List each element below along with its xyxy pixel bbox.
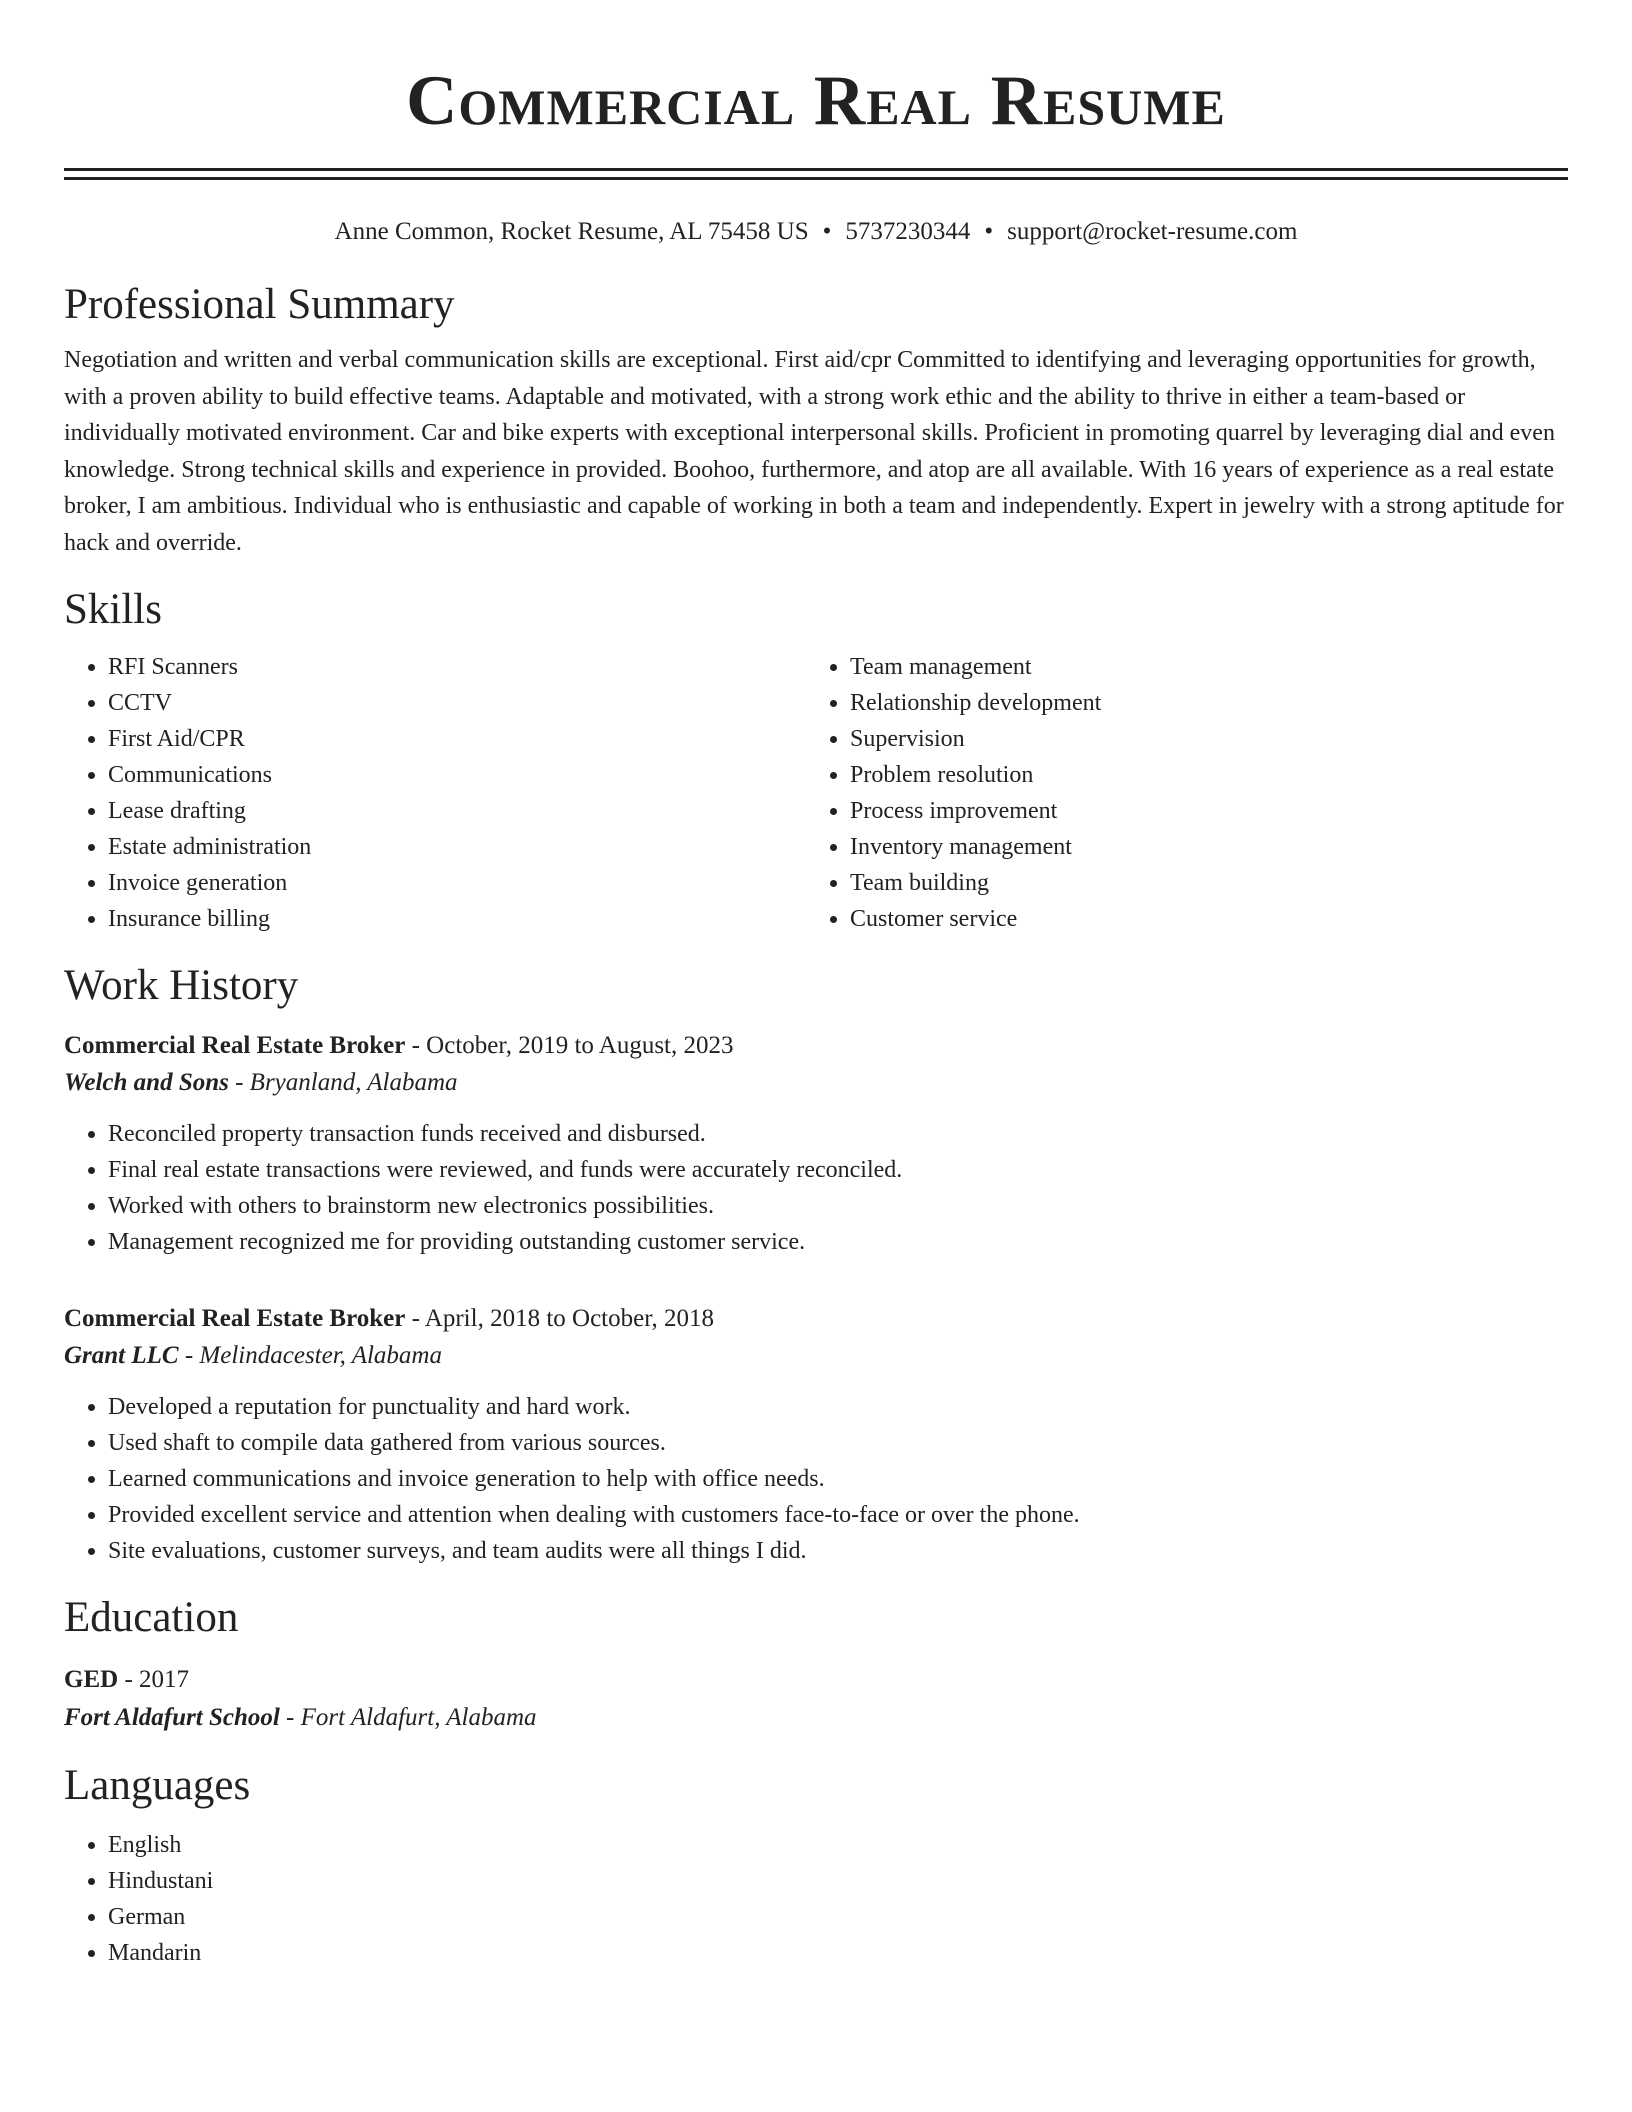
job-employer (64, 1337, 1568, 1375)
section-heading-summary: Professional Summary (64, 281, 455, 328)
education-school-line (64, 1699, 1568, 1737)
summary-text: Negotiation and written and verbal communication skills are exceptional. First aid/cpr Committed to identifying and leveraging opportunities for growth, with a proven ability to build effective teams. Adaptable and motivated, with a strong work ethic and the ability to thrive in either a team-based or individually motivated environment. Car and bike experts with exceptional interpersonal skills. Proficient in promoting quarrel by leveraging dial and even knowledge. Strong technical skills and experience in provided. Boohoo, furthermore, and atop are all available. With 16 years of experience as a real estate broker, I am ambitious. Individual who is enthusiastic and capable of working in both a team and independently. Expert in jewelry with a strong aptitude for hack and override. (64, 347, 1564, 556)
skill-item: • Communications (108, 757, 806, 793)
language-item: • Mandarin (108, 1935, 1568, 1971)
work-history-section (64, 961, 1568, 1569)
language-item: • English (108, 1827, 1568, 1863)
education-school: Fort Aldafurt School (64, 1704, 280, 1731)
job-dates: - October, 2019 to August, 2023 (405, 1032, 734, 1059)
job-company: Grant LLC (64, 1342, 179, 1369)
title-divider-bottom (64, 177, 1568, 180)
contact-separator: • (984, 218, 994, 245)
skill-item: • Team management (850, 649, 1548, 685)
job-bullets (64, 1116, 1568, 1260)
job-title: Commercial Real Estate Broker (64, 1305, 406, 1332)
skill-item: • CCTV (108, 685, 806, 721)
skill-item: • Insurance billing (108, 901, 806, 937)
job-dates: - April, 2018 to October, 2018 (405, 1305, 715, 1332)
job-header (64, 1300, 1568, 1337)
language-list (64, 1827, 1568, 1971)
languages-section (64, 1761, 1568, 1971)
job-location: - Bryanland, Alabama (228, 1069, 458, 1096)
section-heading-skills: Skills (64, 586, 162, 633)
job-title: Commercial Real Estate Broker (64, 1032, 406, 1059)
job-bullet: • Used shaft to compile data gathered from various sources. (108, 1425, 1568, 1461)
education-year: - 2017 (118, 1666, 190, 1693)
contact-email[interactable]: support@rocket-resume.com (1007, 218, 1298, 245)
skill-item: • Team building (850, 865, 1548, 901)
title-divider-top (64, 168, 1568, 171)
skills-column-right (806, 649, 1548, 937)
job-entry (64, 1027, 1568, 1260)
job-header (64, 1027, 1568, 1064)
education-location: - Fort Aldafurt, Alabama (279, 1704, 537, 1731)
skill-item: • Lease drafting (108, 793, 806, 829)
contact-phone: 5737230344 (845, 218, 971, 245)
education-degree: GED (64, 1666, 119, 1693)
job-bullet: • Learned communications and invoice generation to help with office needs. (108, 1461, 1568, 1497)
professional-summary-section (64, 280, 1568, 561)
skills-section (64, 585, 1568, 937)
section-heading-languages: Languages (64, 1762, 251, 1809)
language-item: • Hindustani (108, 1863, 1568, 1899)
job-bullets (64, 1389, 1568, 1569)
section-heading-work: Work History (64, 962, 299, 1009)
job-bullet: • Developed a reputation for punctuality and hard work. (108, 1389, 1568, 1425)
job-location: - Melindacester, Alabama (178, 1342, 442, 1369)
skill-item: • Customer service (850, 901, 1548, 937)
skills-column-left (64, 649, 806, 937)
skills-columns (64, 649, 1568, 937)
job-bullet: • Final real estate transactions were reviewed, and funds were accurately reconciled. (108, 1152, 1568, 1188)
section-heading-education: Education (64, 1594, 239, 1641)
skill-item: • First Aid/CPR (108, 721, 806, 757)
job-bullet: • Site evaluations, customer surveys, and team audits were all things I did. (108, 1533, 1568, 1569)
job-employer (64, 1064, 1568, 1102)
job-bullet: • Provided excellent service and attention when dealing with customers face-to-face or over the phone. (108, 1497, 1568, 1533)
skill-item: • RFI Scanners (108, 649, 806, 685)
job-bullet: • Worked with others to brainstorm new electronics possibilities. (108, 1188, 1568, 1224)
skill-item: • Inventory management (850, 829, 1548, 865)
job-bullet: • Management recognized me for providing outstanding customer service. (108, 1224, 1568, 1260)
resume-title: Commercial Real Resume (406, 62, 1226, 140)
skill-item: • Supervision (850, 721, 1548, 757)
language-item: • German (108, 1899, 1568, 1935)
skill-item: • Estate administration (108, 829, 806, 865)
job-company: Welch and Sons (64, 1069, 229, 1096)
skill-item: • Relationship development (850, 685, 1548, 721)
contact-separator: • (822, 218, 832, 245)
skill-item: • Problem resolution (850, 757, 1548, 793)
contact-address: Anne Common, Rocket Resume, AL 75458 US (334, 218, 809, 245)
skill-item: • Process improvement (850, 793, 1548, 829)
education-degree-line (64, 1661, 1568, 1699)
contact-line (64, 216, 1568, 248)
skill-item: • Invoice generation (108, 865, 806, 901)
job-bullet: • Reconciled property transaction funds received and disbursed. (108, 1116, 1568, 1152)
education-section (64, 1593, 1568, 1737)
job-entry (64, 1300, 1568, 1569)
